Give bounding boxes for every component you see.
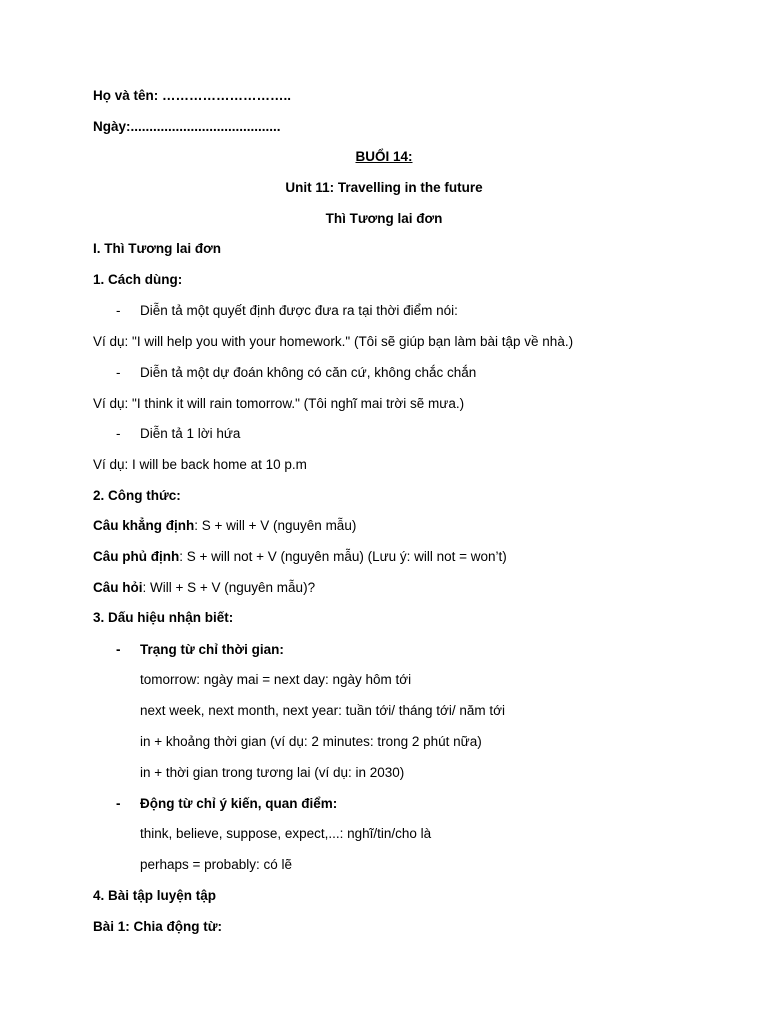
signs-line: think, believe, suppose, expect,...: nghĩ/tin/cho là [140,826,432,841]
bullet-dash: - [116,303,121,318]
formula-text: : Will + S + V (nguyên mẫu)? [142,580,316,595]
signs-line: tomorrow: ngày mai = next day: ngày hôm tới [140,672,412,687]
unit-title: Unit 11: Travelling in the future [285,180,483,195]
formula-text: : S + will not + V (nguyên mẫu) (Lưu ý: will not = won’t) [179,549,507,564]
session-title [0,148,768,166]
formula-negative [93,548,507,566]
topic-title: Thì Tương lai đơn [325,211,443,226]
formula-text: : S + will + V (nguyên mẫu) [194,518,357,533]
usage-example: Ví dụ: I will be back home at 10 p.m [93,457,307,472]
name-field: Họ và tên: ……………………….. [93,88,292,103]
usage-item: Diễn tả một quyết định được đưa ra tại thời điểm nói: [140,303,458,318]
session-title-text: BUỔI 14: [355,149,413,164]
signs-heading: 3. Dấu hiệu nhận biết: [93,610,234,625]
formula-affirmative [93,517,356,535]
practice-heading: 4. Bài tập luyện tập [93,888,217,903]
exercise-title: Bài 1: Chia động từ: [93,919,223,934]
signs-line: in + khoảng thời gian (ví dụ: 2 minutes: trong 2 phút nữa) [140,734,482,749]
bullet-dash: - [116,426,121,441]
usage-example: Ví dụ: "I will help you with your homework." (Tôi sẽ giúp bạn làm bài tập về nhà.) [93,334,574,349]
usage-example: Ví dụ: "I think it will rain tomorrow." (Tôi nghĩ mai trời sẽ mưa.) [93,396,465,411]
formula-label: Câu phủ định [93,549,180,564]
signs-group-title: Động từ chỉ ý kiến, quan điểm: [140,796,338,811]
date-field: Ngày:........................................ [93,119,281,134]
formula-label: Câu hỏi [93,580,143,595]
signs-line: perhaps = probably: có lẽ [140,857,292,872]
signs-line: next week, next month, next year: tuần tới/ tháng tới/ năm tới [140,703,505,718]
usage-item: Diễn tả một dự đoán không có căn cứ, không chắc chắn [140,365,477,380]
usage-item: Diễn tả 1 lời hứa [140,426,241,441]
bullet-dash: - [116,796,121,811]
formula-question [93,579,315,597]
bullet-dash: - [116,642,121,657]
signs-line: in + thời gian trong tương lai (ví dụ: in 2030) [140,765,405,780]
bullet-dash: - [116,365,121,380]
formula-label: Câu khẳng định [93,518,195,533]
formula-heading: 2. Công thức: [93,488,181,503]
section-heading: I. Thì Tương lai đơn [93,241,221,256]
signs-group-title: Trạng từ chỉ thời gian: [140,642,284,657]
usage-heading: 1. Cách dùng: [93,272,183,287]
